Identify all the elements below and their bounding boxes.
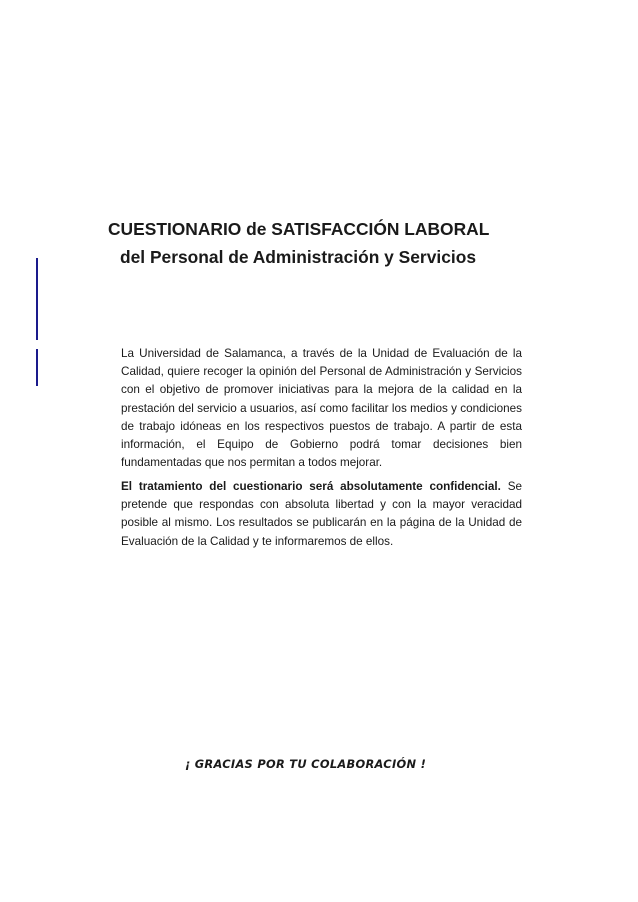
title-line-2: del Personal de Administración y Servicios bbox=[120, 247, 476, 267]
thanks-message: ¡ GRACIAS POR TU COLABORACIÓN ! bbox=[185, 757, 427, 771]
margin-change-bar bbox=[36, 258, 38, 340]
confidentiality-paragraph bbox=[121, 478, 522, 551]
title-line-1: CUESTIONARIO de SATISFACCIÓN LABORAL bbox=[108, 219, 490, 239]
confidentiality-text: Se pretende que respondas con absoluta libertad y con la mayor veracidad posible al mismo. Los resultados se publicarán en la página de la Unidad de Evaluación de la Calidad y te informaremos de ellos. bbox=[121, 480, 522, 548]
intro-paragraph: La Universidad de Salamanca, a través de la Unidad de Evaluación de la Calidad, quiere recoger la opinión del Personal de Administración y Servicios con el objetivo de promover iniciativas para la mejora de la calidad en la prestación del servicio a usuarios, así como facilitar los medios y condiciones de trabajo idóneas en los respectivos puestos de trabajo. A partir de esta información, el Equipo de Gobierno podrá tomar decisiones bien fundamentadas que nos permitan a todos mejorar. bbox=[121, 347, 522, 470]
margin-change-bar bbox=[36, 349, 38, 386]
confidentiality-lead: El tratamiento del cuestionario será absolutamente confidencial. bbox=[121, 480, 501, 493]
document-title bbox=[108, 217, 538, 269]
